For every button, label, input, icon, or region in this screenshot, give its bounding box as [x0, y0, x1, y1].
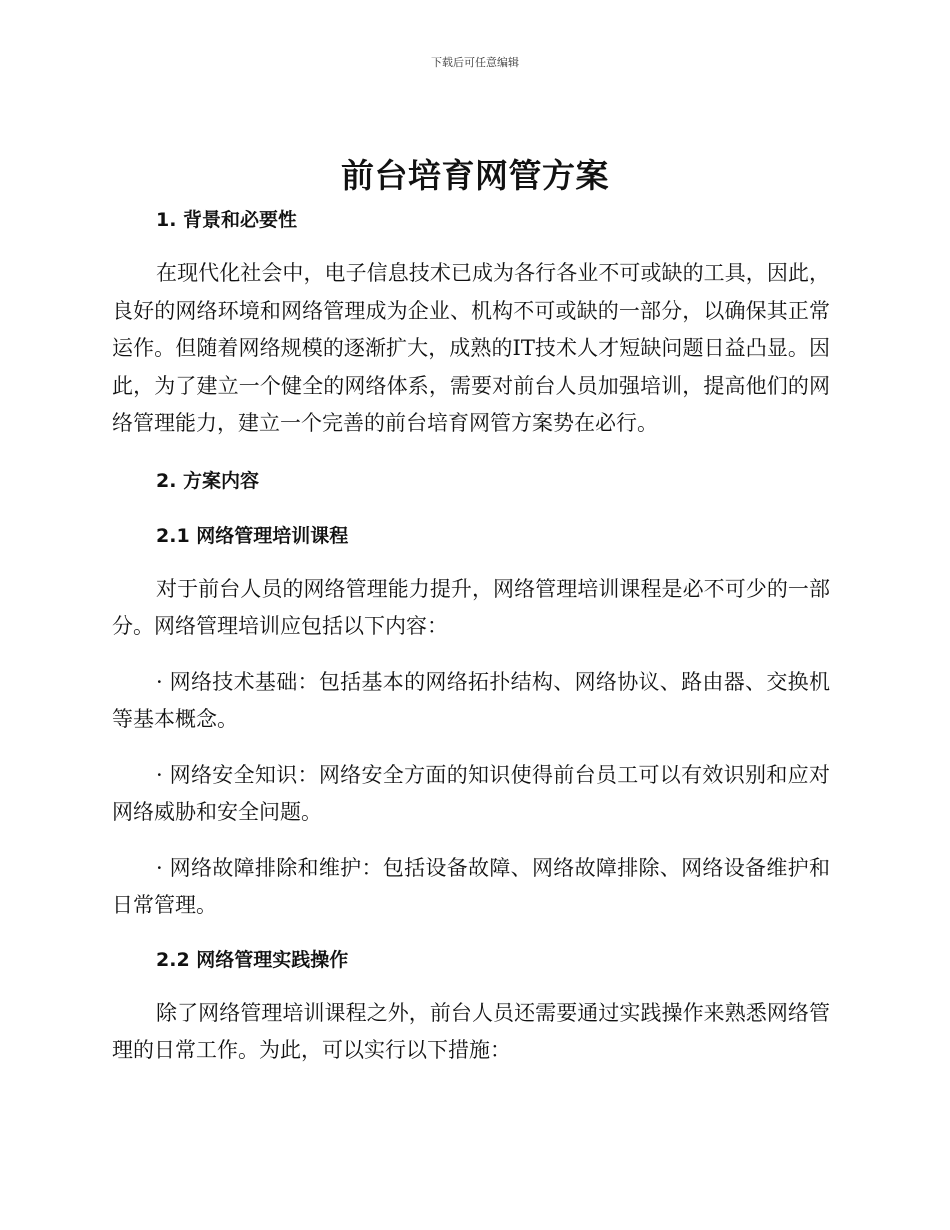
- section-heading-training-courses: 2.1 网络管理培训课程: [156, 524, 349, 547]
- document-body: [112, 200, 830, 1070]
- document-title: 前台培育网管方案: [341, 156, 609, 195]
- section-heading-background: 1. 背景和必要性: [156, 209, 298, 231]
- paragraph-practical-intro: 除了网络管理培训课程之外，前台人员还需要通过实践操作来熟悉网络管理的日常工作。为此，可以实行以下措施：: [112, 1000, 830, 1062]
- paragraph-training-intro: 对于前台人员的网络管理能力提升，网络管理培训课程是必不可少的一部分。网络管理培训应包括以下内容：: [112, 576, 830, 638]
- section-heading-practical-operation: 2.2 网络管理实践操作: [156, 948, 349, 971]
- bullet-network-basics: · 网络技术基础：包括基本的网络拓扑结构、网络协议、路由器、交换机等基本概念。: [112, 669, 830, 731]
- paragraph-background: 在现代化社会中，电子信息技术已成为各行各业不可或缺的工具，因此，良好的网络环境和网络管理成为企业、机构不可或缺的一部分，以确保其正常运作。但随着网络规模的逐渐扩大，成熟的IT技术人才短缺问题日益凸显。因此，为了建立一个健全的网络体系，需要对前台人员加强培训，提高他们的网络管理能力，建立一个完善的前台培育网管方案势在必行。: [112, 261, 830, 435]
- bullet-network-security: · 网络安全知识：网络安全方面的知识使得前台员工可以有效识别和应对网络威胁和安全问题。: [112, 762, 830, 824]
- section-heading-plan-content: 2. 方案内容: [156, 469, 260, 492]
- page-header-note: 下载后可任意编辑: [431, 56, 519, 69]
- bullet-troubleshooting: · 网络故障排除和维护：包括设备故障、网络故障排除、网络设备维护和日常管理。: [112, 855, 830, 917]
